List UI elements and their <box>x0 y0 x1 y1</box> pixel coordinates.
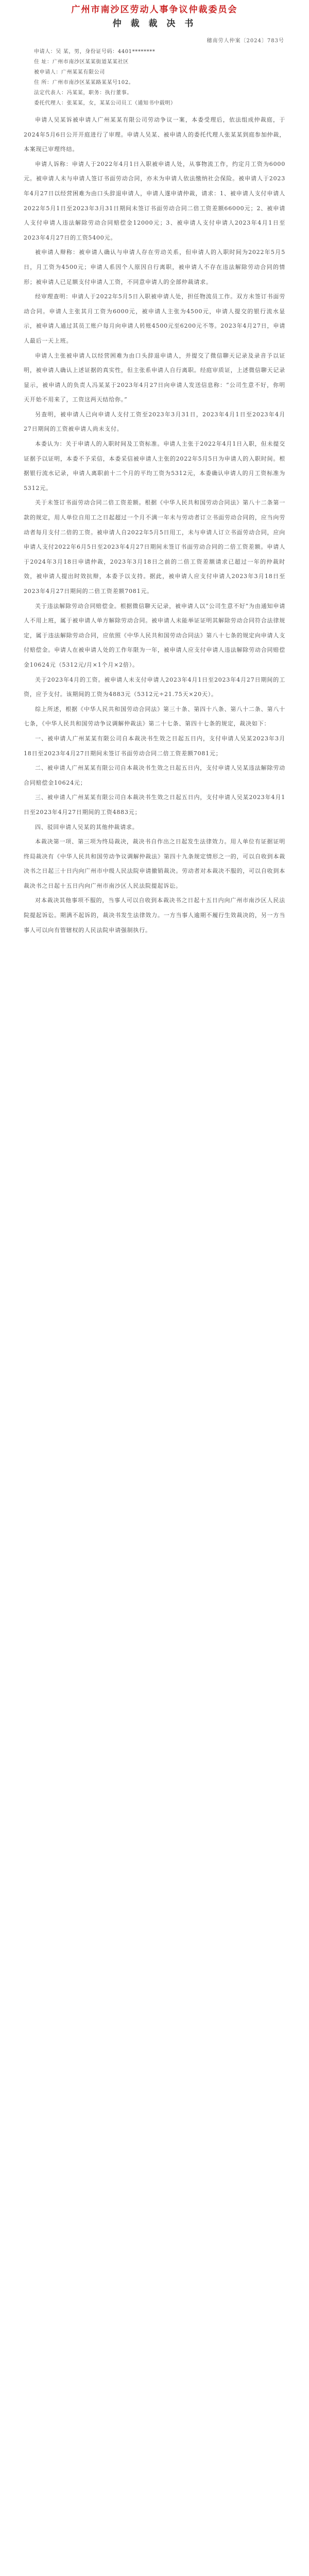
paragraph: 申请人主张被申请人以经营困难为由口头辞退申请人，并提交了微信聊天记录及录音予以证明，被申请人确认上述证据的真实性，但主张系申请人自行离职。经庭审质证，上述微信聊天记录显示，被申请人的负责人冯某某于2023年4月27日向申请人发送信息称：“公司生意不好，你明天开始不用来了，工资这两天结给你。” <box>24 352 285 403</box>
paragraph: 另查明，被申请人已向申请人支付工资至2023年3月31日，2023年4月1日至2023年4月27日期间的工资被申请人尚未支付。 <box>24 411 285 433</box>
party-line: 被申请人：广州某某有限公司 <box>34 70 105 75</box>
paragraph: 申请人吴某诉被申请人广州某某有限公司劳动争议一案，本委受理后，依法组成仲裁庭，于2024年5月6日公开开庭进行了审理。申请人吴某、被申请人的委托代理人张某某到庭参加仲裁，本案现已审理终结。 <box>24 116 285 153</box>
paragraph: 关于未签订书面劳动合同二倍工资差额。根据《中华人民共和国劳动合同法》第八十二条第一款的规定，用人单位自用工之日起超过一个月不满一年未与劳动者订立书面劳动合同的，应当向劳动者每月支付二倍的工资。被申请人自2022年5月5日用工，未与申请人订立书面劳动合同，应向申请人支付2022年6月5日至2023年4月27日期间未签订书面劳动合同的二倍工资差额。申请人于2024年3月18日申请仲裁，2023年3月18日之前的二倍工资差额请求已超过一年的仲裁时效，被申请人提出时效抗辩，本委予以支持。据此，被申请人应支付申请人2023年3月18日至2023年4月27日期间的二倍工资差额7081元。 <box>24 499 285 595</box>
ruling-item: 三、被申请人广州某某有限公司自本裁决书生效之日起五日内，支付申请人吴某2023年4月1日至2023年4月27日期间的工资4883元； <box>24 794 285 816</box>
paragraph: 关于违法解除劳动合同赔偿金。根据微信聊天记录，被申请人以“公司生意不好”为由通知申请人不用上班，属于被申请人单方解除劳动合同。被申请人未能举证证明其解除劳动合同符合法律规定，属于违法解除劳动合同，应依照《中华人民共和国劳动合同法》第八十七条的规定向申请人支付赔偿金。申请人在被申请人处的工作年限为一年，被申请人应支付申请人违法解除劳动合同赔偿金10624元（5312元/月×1个月×2倍）。 <box>24 602 285 668</box>
party-line: 住 址：广州市南沙区某某街道某某社区 <box>34 59 129 65</box>
document-title: 仲 裁 裁 决 书 <box>112 19 197 29</box>
party-line: 住 所：广州市南沙区某某路某某号102。 <box>34 80 134 86</box>
party-list <box>24 47 285 109</box>
party-line: 委托代理人：张某某，女，某某公司员工（通知书中载明） <box>34 100 176 106</box>
paragraph: 本裁决第一项、第三项为终局裁决，裁决书自作出之日起发生法律效力。用人单位有证据证明终局裁决有《中华人民共和国劳动争议调解仲裁法》第四十九条规定情形之一的，可以自收到本裁决书之日起三十日内向广州市中级人民法院申请撤销裁决。劳动者对本裁决不服的，可以自收到本裁决书之日起十五日内向广州市南沙区人民法院提起诉讼。 <box>24 838 285 889</box>
party-line: 申请人：吴 某，男，身份证号码：4401******** <box>34 49 156 55</box>
paragraph: 综上所述，根据《中华人民共和国劳动合同法》第三十条、第四十八条、第八十二条、第八十七条，《中华人民共和国劳动争议调解仲裁法》第二十七条、第四十七条的规定，裁决如下： <box>24 705 285 727</box>
paragraph: 申请人诉称：申请人于2022年4月1日入职被申请人处，从事物流工作，约定月工资为6000元。被申请人未与申请人签订书面劳动合同，亦未为申请人依法缴纳社会保险。被申请人于2023年4月27日以经营困难为由口头辞退申请人，申请人遂申请仲裁，请求：1、被申请人支付申请人2022年5月1日至2023年3月31日期间未签订书面劳动合同二倍工资差额66000元；2、被申请人支付申请人违法解除劳动合同赔偿金12000元；3、被申请人支付申请人2023年4月1日至2023年4月27日的工资5400元。 <box>24 160 285 241</box>
paragraph: 经审理查明：申请人于2022年5月5日入职被申请人处，担任物流员工作。双方未签订书面劳动合同。申请人主张其月工资为6000元，被申请人主张为4500元，申请人提交的银行流水显示，被申请人通过其员工账户每月向申请人转账4500元至6200元不等。2023年4月27日，申请人最后一天上班。 <box>24 293 285 344</box>
ruling-item: 四、驳回申请人吴某的其他仲裁请求。 <box>35 823 139 831</box>
paragraph: 对本裁决其他事项不服的，当事人可以自收到本裁决书之日起十五日内向广州市南沙区人民法院提起诉讼。期满不起诉的，裁决书发生法律效力。一方当事人逾期不履行生效裁决的，另一方当事人可以向有管辖权的人民法院申请强制执行。 <box>24 897 285 934</box>
paragraph: 被申请人辩称：被申请人确认与申请人存在劳动关系，但申请人的入职时间为2022年5月5日，月工资为4500元；申请人系因个人原因自行离职，被申请人不存在违法解除劳动合同的情形；被申请人已足额支付申请人工资，不同意申请人的全部仲裁请求。 <box>24 249 285 285</box>
paragraph: 本委认为：关于申请人的入职时间及工资标准。申请人主张于2022年4月1日入职，但未提交证据予以证明，本委不予采信，本委采信被申请人主张的2022年5月5日为申请人的入职时间。根据银行流水记录，申请人离职前十二个月的平均工资为5312元，本委确认申请人的月工资标准为5312元。 <box>24 440 285 492</box>
judgment-body <box>24 113 285 938</box>
ruling-item: 一、被申请人广州某某有限公司自本裁决书生效之日起五日内，支付申请人吴某2023年3月18日至2023年4月27日期间未签订书面劳动合同二倍工资差额7081元； <box>24 735 285 757</box>
organization-title: 广州市南沙区劳动人事争议仲裁委员会 <box>71 5 238 15</box>
document-header <box>24 0 285 31</box>
party-line: 法定代表人：冯某某，职务：执行董事。 <box>34 90 132 96</box>
paragraph: 关于2023年4月的工资。被申请人未支付申请人2023年4月1日至2023年4月27日期间的工资，应予支付。该期间的工资为4883元（5312元÷21.75天×20天）。 <box>24 676 285 698</box>
ruling-item: 二、被申请人广州某某有限公司自本裁决书生效之日起五日内，支付申请人吴某违法解除劳动合同赔偿金10624元； <box>24 765 285 786</box>
case-number: 穗南劳人仲案〔2024〕783号 <box>207 38 284 44</box>
